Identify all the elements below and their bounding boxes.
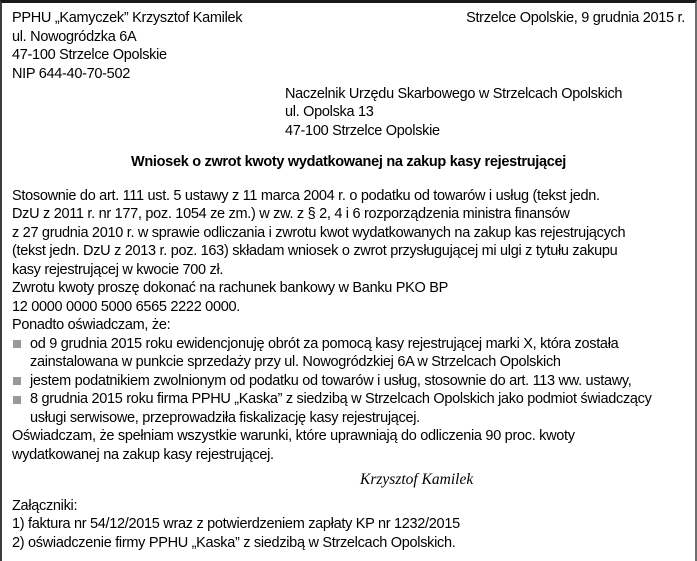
addressee-block bbox=[285, 85, 685, 141]
sender-block bbox=[12, 9, 242, 83]
signature: Krzysztof Kamilek bbox=[360, 471, 474, 488]
bullet-line: od 9 grudnia 2015 roku ewidencjonuję obrót za pomocą kasy rejestrującej marki X, która została bbox=[30, 335, 619, 352]
addressee-street: ul. Opolska 13 bbox=[285, 104, 374, 120]
statements-list bbox=[12, 335, 685, 428]
bullet-line: jestem podatnikiem zwolnionym od podatku od towarów i usług, stosownie do art. 113 ww. ustawy, bbox=[30, 372, 632, 389]
body-line: kasy rejestrującej w kwocie 700 zł. bbox=[12, 261, 224, 278]
body-line: (tekst jedn. DzU z 2013 r. poz. 163) składam wniosek o zwrot przysługującej mi ulgi z tytułu zakupu bbox=[12, 243, 618, 259]
bullet-line: 8 grudnia 2015 roku firma PPHU „Kaska” z siedzibą w Strzelcach Opolskich jako podmiot świadczący bbox=[30, 391, 652, 407]
sender-nip: NIP 644-40-70-502 bbox=[12, 65, 130, 82]
bullet-line: zainstalowana w punkcie sprzedaży przy ul. Nowogródzkiej 6A w Strzelcach Opolskich bbox=[30, 354, 561, 370]
closing-line: Oświadczam, że spełniam wszystkie warunki, które uprawniają do odliczenia 90 proc. kwoty bbox=[12, 428, 575, 444]
bullet-item bbox=[12, 335, 685, 372]
sender-street: ul. Nowogródzka 6A bbox=[12, 28, 137, 45]
bullet-item bbox=[12, 372, 685, 391]
attachments-heading: Załączniki: bbox=[12, 497, 78, 514]
bullet-square-icon bbox=[13, 377, 21, 385]
sender-name: PPHU „Kamyczek” Krzysztof Kamilek bbox=[12, 10, 243, 26]
bullet-square-icon bbox=[13, 396, 21, 404]
closing-statement bbox=[12, 427, 685, 464]
bullet-square-icon bbox=[13, 340, 21, 348]
attachment-item: 1) faktura nr 54/12/2015 wraz z potwierdzeniem zapłaty KP nr 1232/2015 bbox=[12, 516, 460, 532]
addressee-city: 47-100 Strzelce Opolskie bbox=[285, 122, 440, 139]
bank-account-line: 12 0000 0000 5000 6565 2222 0000. bbox=[12, 298, 240, 315]
body-text bbox=[12, 187, 685, 335]
document-title: Wniosek o zwrot kwoty wydatkowanej na zakup kasy rejestrującej bbox=[130, 154, 567, 170]
date-line: Strzelce Opolskie, 9 grudnia 2015 r. bbox=[466, 10, 685, 26]
bullet-line: usługi serwisowe, przeprowadziła fiskalizację kasy rejestrującej. bbox=[30, 409, 420, 426]
attachments-section bbox=[12, 497, 685, 553]
attachment-item: 2) oświadczenie firmy PPHU „Kaska” z siedzibą w Strzelcach Opolskich. bbox=[12, 534, 456, 551]
document-header bbox=[12, 9, 685, 83]
body-line: Stosownie do art. 111 ust. 5 ustawy z 11 marca 2004 r. o podatku od towarów i usług (tekst jedn. bbox=[12, 187, 600, 204]
body-line: DzU z 2011 r. nr 177, poz. 1054 ze zm.) w zw. z § 2, 4 i 6 rozporządzenia ministra finansów bbox=[12, 206, 570, 222]
closing-line: wydatkowanej na zakup kasy rejestrującej. bbox=[12, 446, 274, 463]
statements-intro: Ponadto oświadczam, że: bbox=[12, 317, 171, 333]
sender-city: 47-100 Strzelce Opolskie bbox=[12, 47, 167, 63]
body-line: Zwrotu kwoty proszę dokonać na rachunek bankowy w Banku PKO BP bbox=[12, 280, 448, 296]
bullet-item bbox=[12, 390, 685, 427]
addressee-name: Naczelnik Urzędu Skarbowego w Strzelcach Opolskich bbox=[285, 85, 623, 102]
body-line: z 27 grudnia 2010 r. w sprawie odliczania i zwrotu kwot wydatkowanych na zakup kas rejestrujących bbox=[12, 224, 626, 241]
